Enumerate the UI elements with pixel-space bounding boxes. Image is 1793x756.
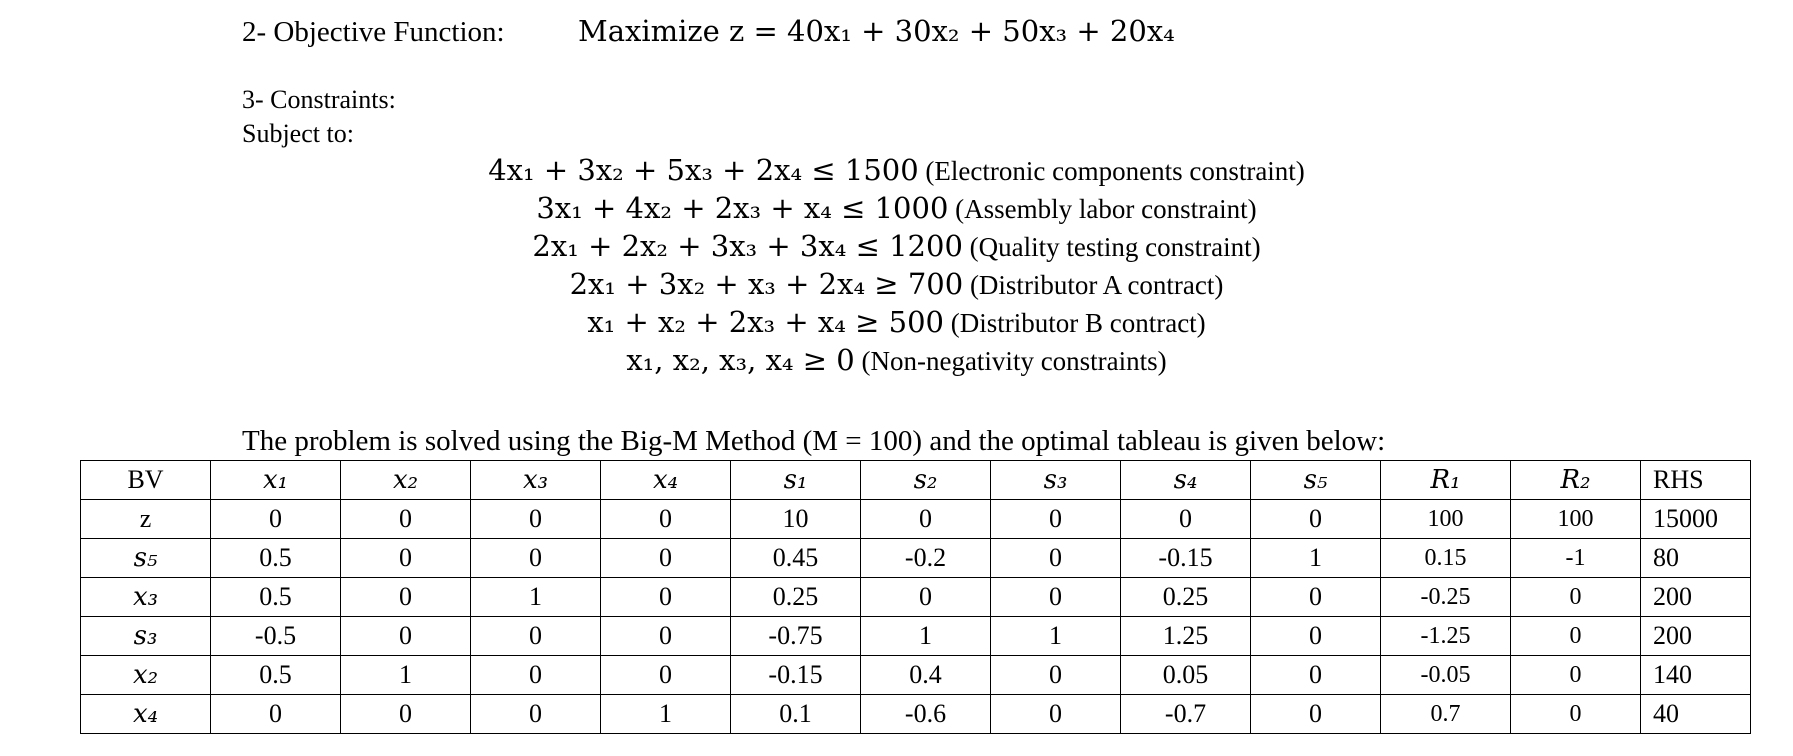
objective-label: 2- Objective Function: bbox=[242, 16, 505, 48]
basic-variable-cell: x₃ bbox=[81, 578, 211, 617]
basic-variable-cell: s₃ bbox=[81, 617, 211, 656]
table-cell: 0 bbox=[991, 578, 1121, 617]
rhs-cell: 80 bbox=[1641, 539, 1751, 578]
table-cell: 0.15 bbox=[1381, 539, 1511, 578]
rhs-cell: 200 bbox=[1641, 578, 1751, 617]
table-cell: 0 bbox=[1251, 500, 1381, 539]
table-cell: 0 bbox=[861, 578, 991, 617]
subject-to-label: Subject to: bbox=[242, 119, 354, 148]
table-cell: 0 bbox=[1251, 656, 1381, 695]
basic-variable-cell: x₄ bbox=[81, 695, 211, 734]
column-header-r1: R₁ bbox=[1381, 461, 1511, 500]
column-header-s5: s₅ bbox=[1251, 461, 1381, 500]
table-cell: -0.7 bbox=[1121, 695, 1251, 734]
table-cell: -0.05 bbox=[1381, 656, 1511, 695]
table-cell: 10 bbox=[731, 500, 861, 539]
table-cell: 1 bbox=[601, 695, 731, 734]
table-cell: -1 bbox=[1511, 539, 1641, 578]
table-cell: 0 bbox=[341, 539, 471, 578]
column-header-s4: s₄ bbox=[1121, 461, 1251, 500]
table-cell: 0 bbox=[1511, 578, 1641, 617]
constraint-line bbox=[0, 268, 1793, 301]
column-header-s1: s₁ bbox=[731, 461, 861, 500]
table-cell: -0.15 bbox=[731, 656, 861, 695]
table-cell: -0.25 bbox=[1381, 578, 1511, 617]
tableau-header-row bbox=[81, 461, 1751, 500]
table-cell: 0 bbox=[991, 539, 1121, 578]
table-cell: 0.7 bbox=[1381, 695, 1511, 734]
table-cell: 0 bbox=[991, 695, 1121, 734]
table-cell: 0 bbox=[341, 617, 471, 656]
table-cell: 0.5 bbox=[211, 539, 341, 578]
constraint-expression: x₁, x₂, x₃, x₄ ≥ 0 bbox=[626, 343, 855, 377]
table-cell: 0 bbox=[341, 695, 471, 734]
table-cell: 0 bbox=[341, 578, 471, 617]
table-cell: 0 bbox=[1511, 656, 1641, 695]
table-cell: -1.25 bbox=[1381, 617, 1511, 656]
table-row bbox=[81, 656, 1751, 695]
constraint-expression: 2x₁ + 3x₂ + x₃ + 2x₄ ≥ 700 bbox=[569, 267, 964, 301]
table-cell: 1 bbox=[991, 617, 1121, 656]
constraint-line bbox=[0, 344, 1793, 377]
basic-variable-cell: x₂ bbox=[81, 656, 211, 695]
table-cell: 0.1 bbox=[731, 695, 861, 734]
constraint-line bbox=[0, 154, 1793, 187]
constraint-expression: 4x₁ + 3x₂ + 5x₃ + 2x₄ ≤ 1500 bbox=[488, 153, 919, 187]
table-cell: 0 bbox=[1251, 578, 1381, 617]
table-cell: 100 bbox=[1511, 500, 1641, 539]
table-cell: 0 bbox=[601, 656, 731, 695]
table-cell: 0.25 bbox=[731, 578, 861, 617]
table-cell: 0 bbox=[211, 695, 341, 734]
table-row bbox=[81, 578, 1751, 617]
rhs-cell: 200 bbox=[1641, 617, 1751, 656]
table-cell: 0 bbox=[1121, 500, 1251, 539]
table-cell: 100 bbox=[1381, 500, 1511, 539]
table-cell: 0 bbox=[471, 656, 601, 695]
constraint-line bbox=[0, 230, 1793, 263]
table-cell: -0.75 bbox=[731, 617, 861, 656]
table-cell: 0 bbox=[601, 617, 731, 656]
objective-function bbox=[242, 14, 1175, 49]
constraint-note: (Assembly labor constraint) bbox=[955, 194, 1257, 224]
table-cell: 0 bbox=[991, 500, 1121, 539]
table-cell: 0 bbox=[1511, 617, 1641, 656]
constraint-note: (Distributor A contract) bbox=[969, 270, 1224, 300]
constraint-expression: 2x₁ + 2x₂ + 3x₃ + 3x₄ ≤ 1200 bbox=[532, 229, 963, 263]
column-header-x1: x₁ bbox=[211, 461, 341, 500]
table-cell: 1 bbox=[861, 617, 991, 656]
table-cell: 0 bbox=[471, 500, 601, 539]
table-cell: -0.15 bbox=[1121, 539, 1251, 578]
constraint-note: (Quality testing constraint) bbox=[969, 232, 1261, 262]
table-cell: -0.6 bbox=[861, 695, 991, 734]
table-cell: 0.4 bbox=[861, 656, 991, 695]
table-cell: 0 bbox=[601, 578, 731, 617]
column-header-bv: BV bbox=[81, 461, 211, 500]
table-cell: -0.2 bbox=[861, 539, 991, 578]
table-cell: 0 bbox=[471, 617, 601, 656]
table-cell: 1.25 bbox=[1121, 617, 1251, 656]
table-cell: 0 bbox=[601, 539, 731, 578]
tableau-intro-text: The problem is solved using the Big-M Method (M = 100) and the optimal tableau is given below: bbox=[242, 425, 1386, 457]
objective-expression: Maximize z = 40x₁ + 30x₂ + 50x₃ + 20x₄ bbox=[578, 14, 1175, 48]
table-cell: 0.5 bbox=[211, 656, 341, 695]
basic-variable-cell: z bbox=[81, 500, 211, 539]
table-cell: 0 bbox=[991, 656, 1121, 695]
optimal-tableau bbox=[80, 460, 1751, 734]
table-cell: 0.45 bbox=[731, 539, 861, 578]
constraints-heading: 3- Constraints: bbox=[242, 85, 396, 114]
table-row bbox=[81, 500, 1751, 539]
rhs-cell: 15000 bbox=[1641, 500, 1751, 539]
rhs-cell: 40 bbox=[1641, 695, 1751, 734]
table-cell: 0 bbox=[1251, 617, 1381, 656]
column-header-x3: x₃ bbox=[471, 461, 601, 500]
table-cell: 0.5 bbox=[211, 578, 341, 617]
table-cell: -0.5 bbox=[211, 617, 341, 656]
constraint-note: (Electronic components constraint) bbox=[925, 156, 1305, 186]
column-header-x2: x₂ bbox=[341, 461, 471, 500]
column-header-rhs: RHS bbox=[1641, 461, 1751, 500]
table-cell: 0 bbox=[341, 500, 471, 539]
constraint-note: (Non-negativity constraints) bbox=[861, 346, 1167, 376]
table-cell: 1 bbox=[471, 578, 601, 617]
constraint-expression: 3x₁ + 4x₂ + 2x₃ + x₄ ≤ 1000 bbox=[536, 191, 949, 225]
table-row bbox=[81, 617, 1751, 656]
constraint-expression: x₁ + x₂ + 2x₃ + x₄ ≥ 500 bbox=[587, 305, 944, 339]
table-cell: 0 bbox=[601, 500, 731, 539]
table-cell: 0.05 bbox=[1121, 656, 1251, 695]
table-cell: 1 bbox=[341, 656, 471, 695]
constraint-note: (Distributor B contract) bbox=[950, 308, 1206, 338]
basic-variable-cell: s₅ bbox=[81, 539, 211, 578]
table-cell: 0 bbox=[471, 695, 601, 734]
table-row bbox=[81, 539, 1751, 578]
table-cell: 1 bbox=[1251, 539, 1381, 578]
column-header-r2: R₂ bbox=[1511, 461, 1641, 500]
constraint-line bbox=[0, 306, 1793, 339]
constraint-line bbox=[0, 192, 1793, 225]
table-cell: 0 bbox=[471, 539, 601, 578]
table-cell: 0 bbox=[211, 500, 341, 539]
table-cell: 0.25 bbox=[1121, 578, 1251, 617]
table-cell: 0 bbox=[1511, 695, 1641, 734]
rhs-cell: 140 bbox=[1641, 656, 1751, 695]
column-header-s3: s₃ bbox=[991, 461, 1121, 500]
column-header-s2: s₂ bbox=[861, 461, 991, 500]
column-header-x4: x₄ bbox=[601, 461, 731, 500]
table-cell: 0 bbox=[861, 500, 991, 539]
table-row bbox=[81, 695, 1751, 734]
table-cell: 0 bbox=[1251, 695, 1381, 734]
